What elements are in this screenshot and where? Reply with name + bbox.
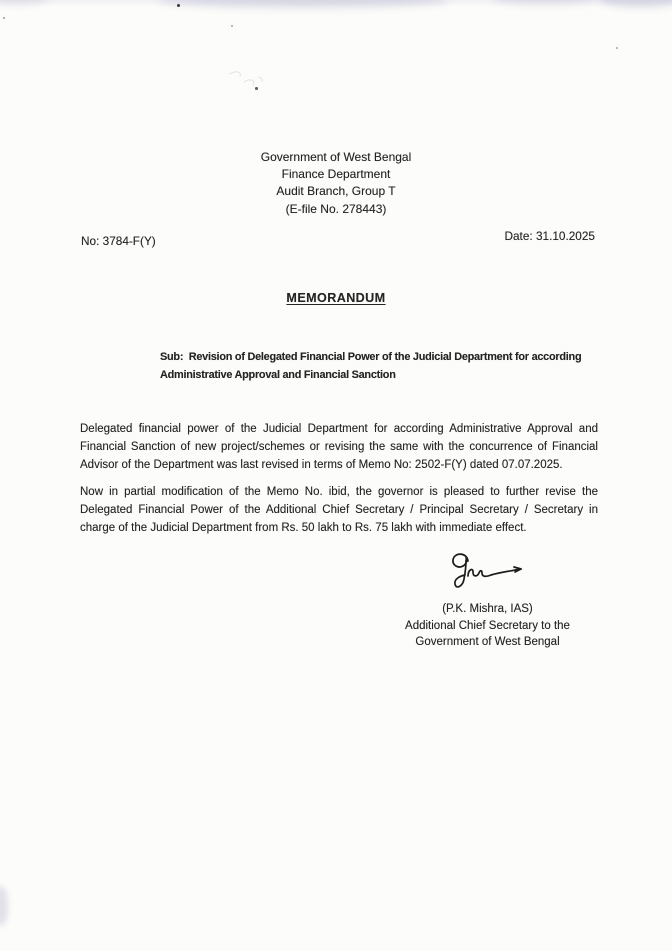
memo-title: MEMORANDUM — [286, 291, 386, 305]
memo-number: No: 3784-F(Y) — [81, 234, 156, 248]
scan-speck — [3, 17, 5, 19]
signatory-block — [385, 601, 590, 651]
scan-speck — [177, 4, 180, 7]
letterhead-government: Government of West Bengal — [260, 150, 412, 164]
memo-date: Date: 31.10.2025 — [504, 229, 595, 243]
letterhead-efile-no: (E-file No. 278443) — [285, 201, 387, 216]
reference-row — [81, 229, 595, 248]
memo-body — [80, 420, 598, 546]
signature-handwritten — [445, 548, 529, 595]
scan-speck — [231, 25, 233, 27]
scan-speck — [616, 47, 618, 49]
letterhead — [0, 149, 672, 218]
scan-artifact — [0, 886, 8, 926]
letterhead-department: Finance Department — [281, 167, 391, 182]
pencil-smudge — [226, 64, 270, 94]
subject-line-2: Administrative Approval and Financial Sanction — [160, 369, 396, 381]
signatory-name: (P.K. Mishra, IAS) — [442, 603, 533, 615]
paragraph-2: Now in partial modification of the Memo No. ibid, the governor is pleased to further revise the Delegated Financial Power of the Additional Chief Secretary / Principal Secretary / Secretary in charge of the Judicial Department from Rs. 50 lakh to Rs. 75 lakh with immediate effect. — [80, 486, 598, 534]
signatory-designation-1: Additional Chief Secretary to the — [405, 619, 570, 632]
subject-block — [160, 348, 630, 384]
subject-line-1: Sub: Revision of Delegated Financial Power of the Judicial Department for according — [160, 351, 582, 363]
paragraph-1: Delegated financial power of the Judicial Department for according Administrative Approval and Financial Sanction of new project/schemes or revising the same with the concurrence of Financial Advisor of the Department was last revised in terms of Memo No: 2502-F(Y) dated 07.07.2025. — [80, 423, 598, 471]
letterhead-branch: Audit Branch, Group T — [276, 184, 396, 199]
signatory-designation-2: Government of West Bengal — [415, 636, 560, 648]
